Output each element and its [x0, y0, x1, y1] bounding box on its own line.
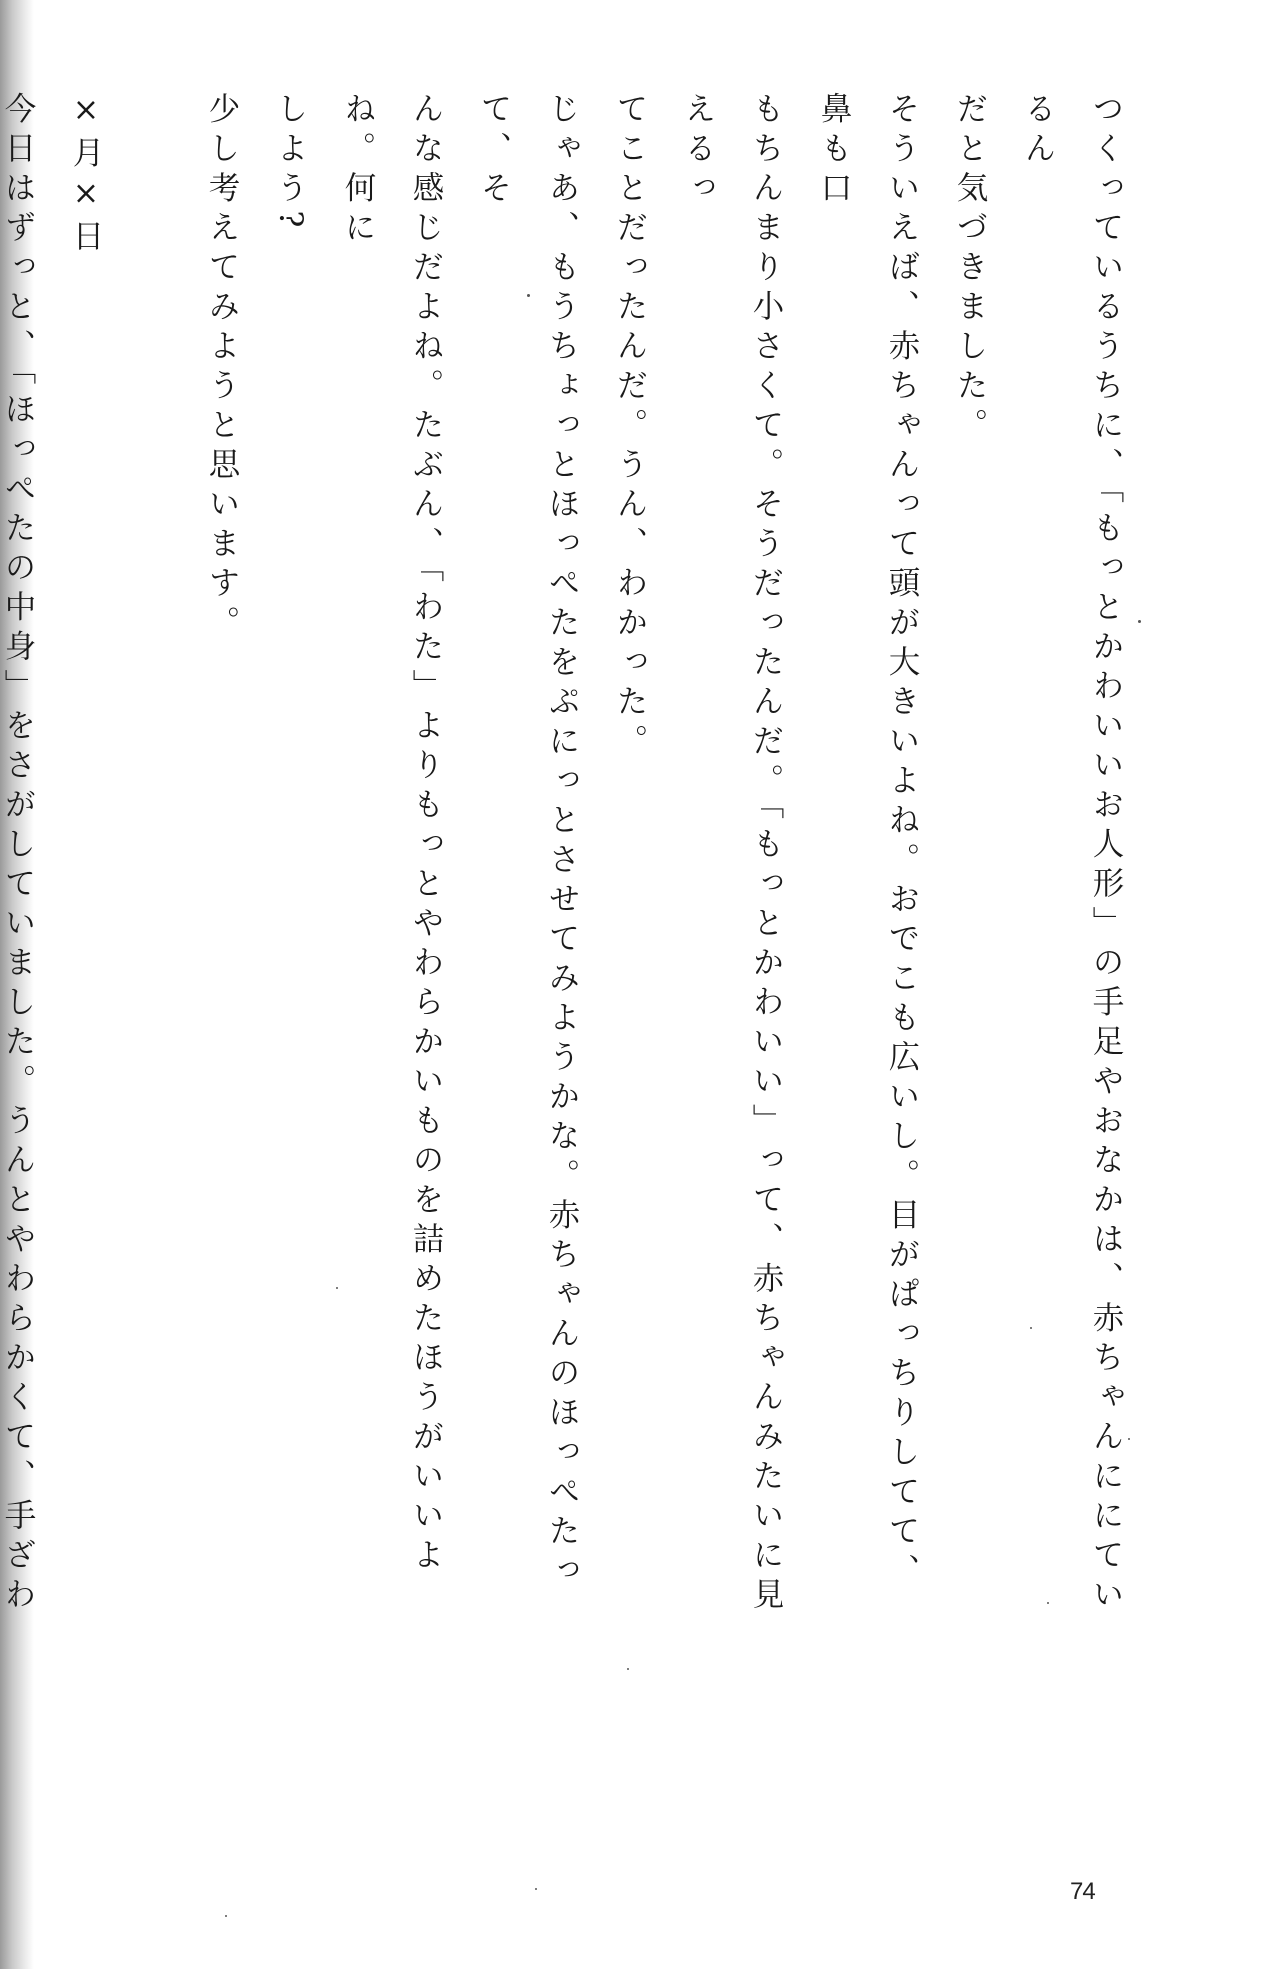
scan-speck — [1138, 620, 1141, 623]
scan-speck — [627, 1668, 629, 1670]
scan-speck — [1047, 1602, 1049, 1604]
diary-date-heading: ×月×日 — [68, 92, 104, 259]
text-line: 今日はずっと、「ほっぺたの中身」をさがしていました。うんとやわらかくて、手ざわ — [0, 92, 36, 1617]
text-line: もちんまり小さくて。そうだったんだ。「もっとかわいい」って、赤ちゃんみたいに見えるっ — [680, 92, 784, 1617]
text-line: じゃあ、もうちょっとほっぺたをぷにっとさせてみようかな。赤ちゃんのほっぺたって、そ — [476, 92, 580, 1593]
blank-line — [120, 92, 188, 1632]
scan-speck — [527, 294, 530, 297]
scan-speck — [535, 1888, 537, 1890]
text-line: そういえば、赤ちゃんって頭が大きいよね。おでこも広いし。目がぱっちりしてて、鼻も口 — [816, 92, 920, 1593]
scan-speck — [1128, 1438, 1130, 1440]
text-line: てことだったんだ。うん、わかった。 — [612, 92, 648, 764]
scan-speck — [1030, 1327, 1032, 1329]
page-number: 74 — [1070, 1878, 1095, 1905]
scan-speck — [336, 1287, 338, 1289]
text-line: 少し考えてみようと思います。 — [204, 92, 240, 645]
text-line: しよう? — [272, 92, 308, 236]
text-line: つくっているうちに、「もっとかわいいお人形」の手足やおなかは、赤ちゃんににているん — [1020, 92, 1124, 1617]
text-line: んな感じだよね。たぶん、「わた」よりもっとやわらかいものを詰めたほうがいいよね。何に — [340, 92, 444, 1578]
text-line: だと気づきました。 — [952, 92, 988, 448]
scan-speck — [225, 1915, 227, 1917]
vertical-text-body — [0, 92, 1140, 1632]
